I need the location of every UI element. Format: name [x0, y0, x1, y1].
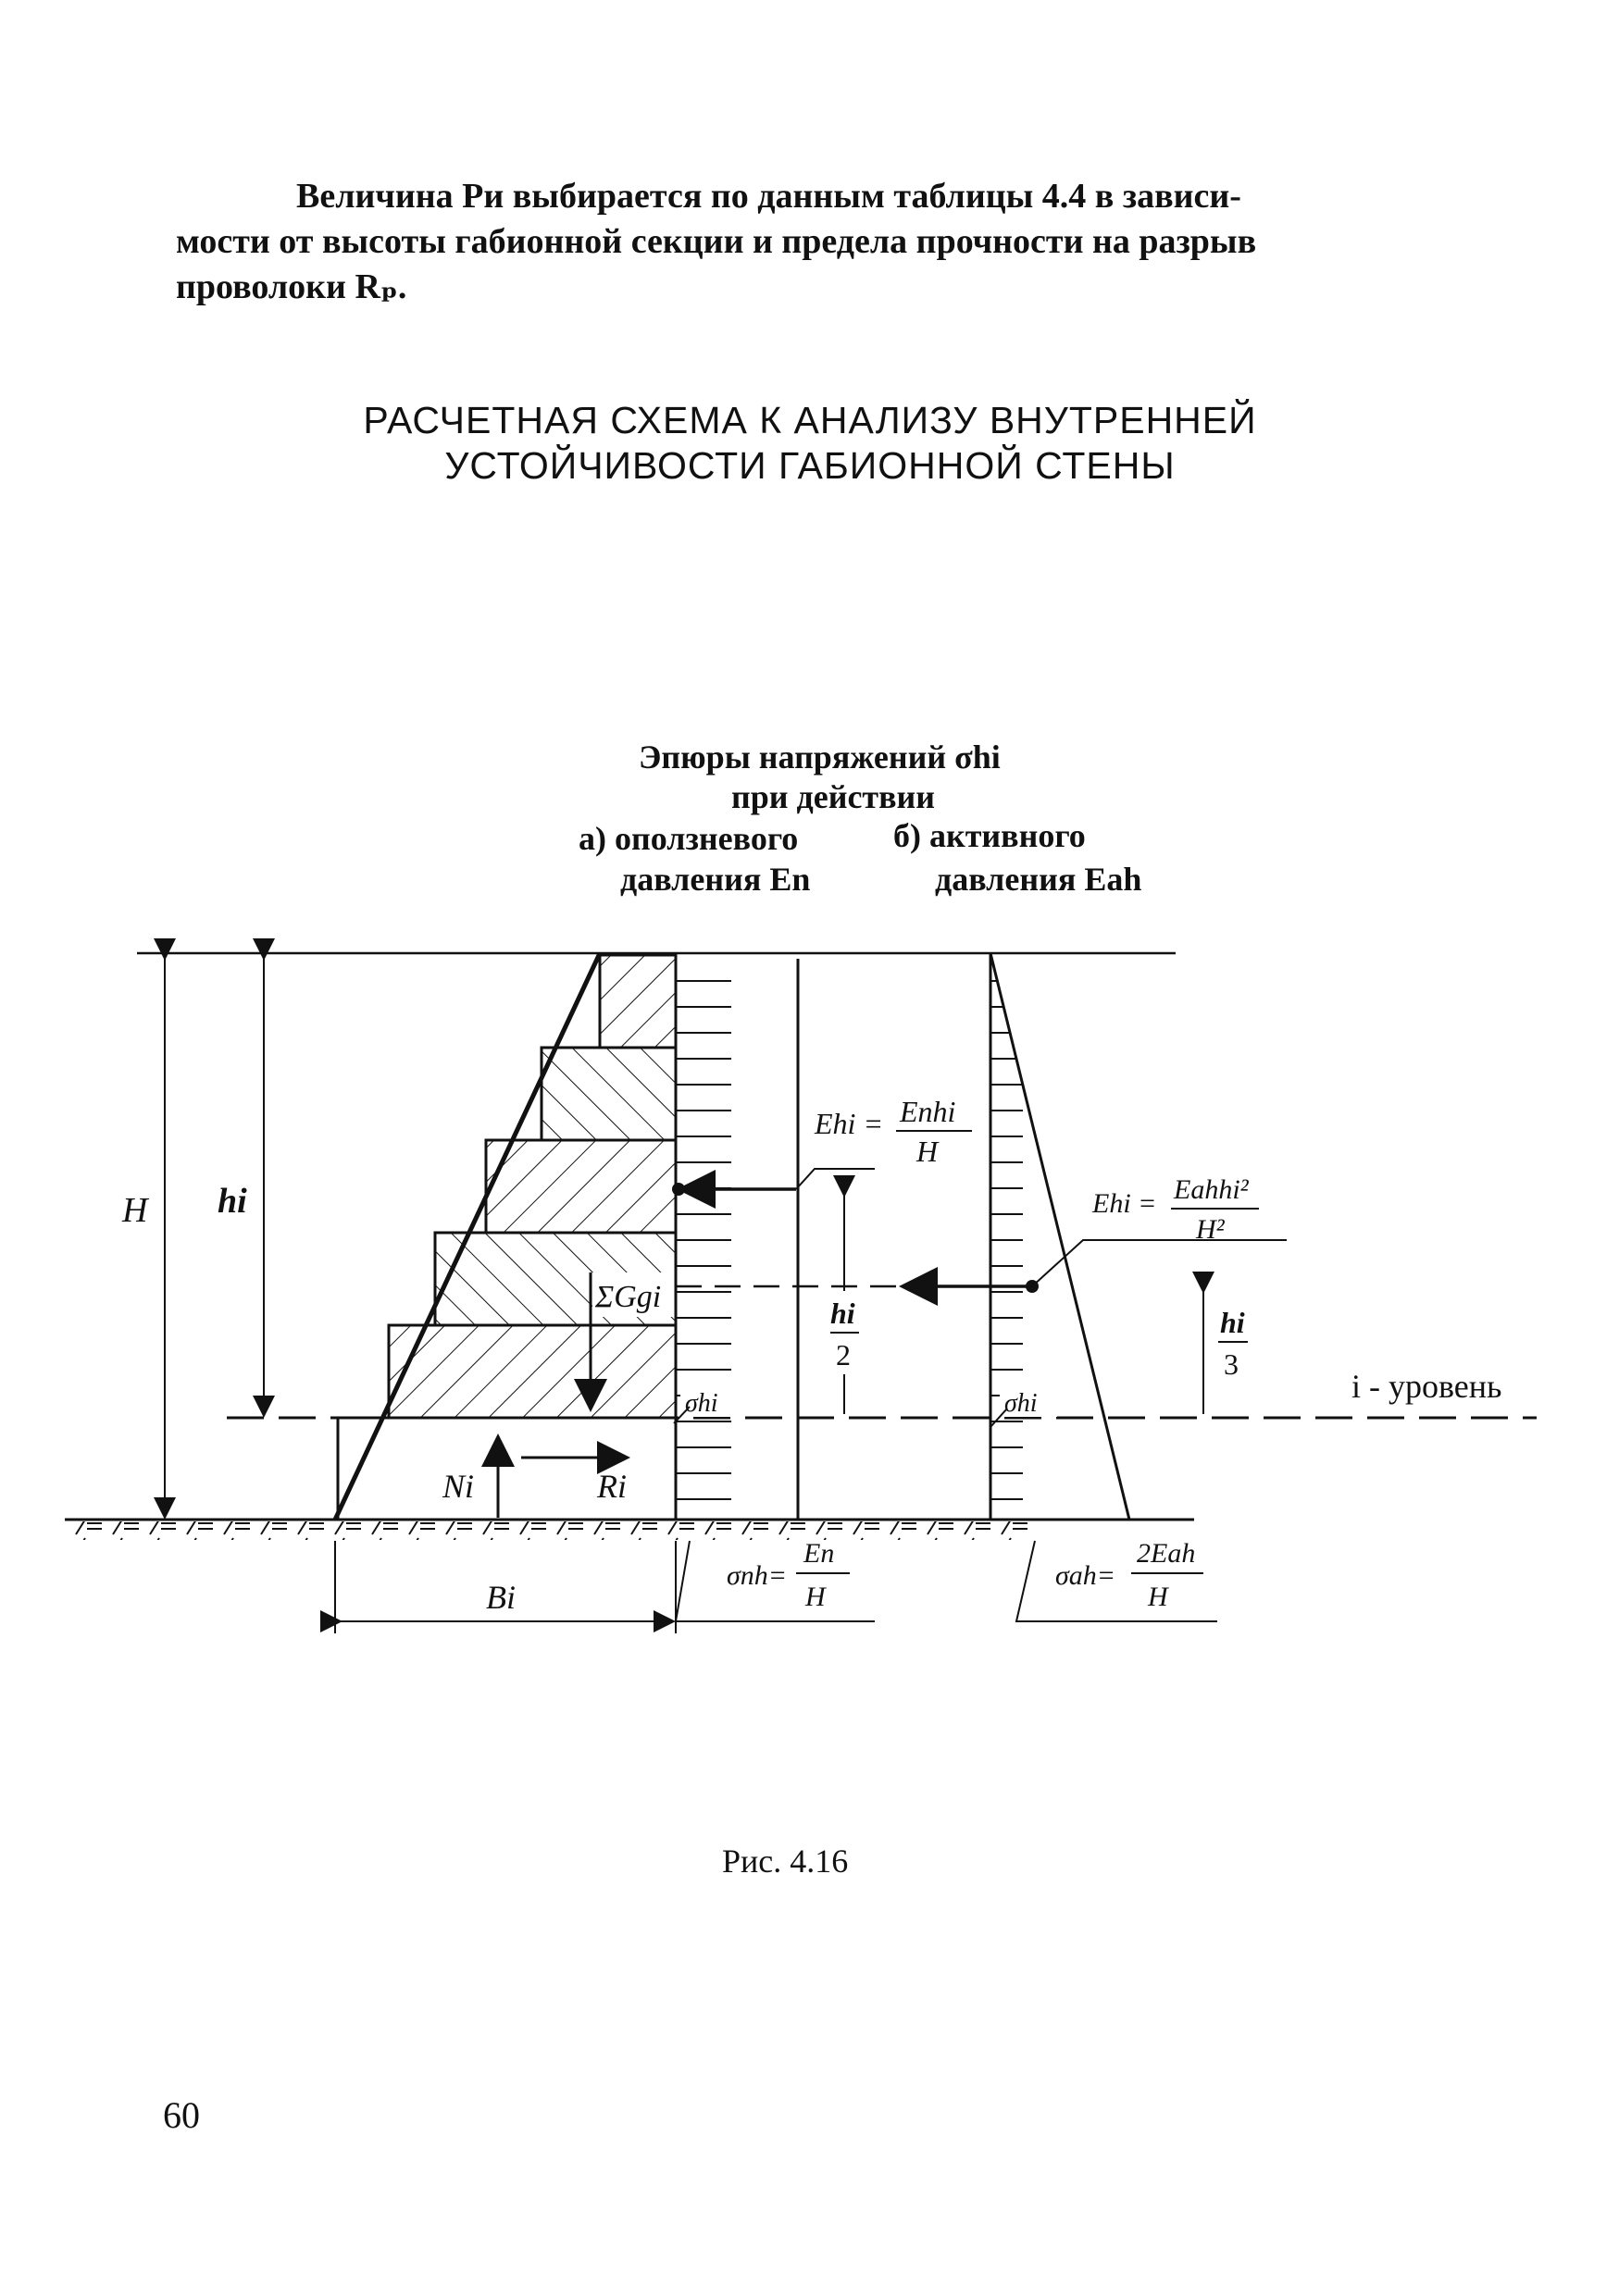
epure-title-line-2: при действии [731, 778, 936, 815]
formula-sigma-nh: σnh= [727, 1560, 788, 1591]
formula-ehi-a-num: Enhi [900, 1095, 956, 1128]
figure-caption: Рис. 4.16 [722, 1843, 849, 1880]
formula-ehi-a-den: H [916, 1135, 939, 1168]
paragraph-line-3: проволоки Rₚ. [176, 267, 407, 306]
label-Bi: Bi [486, 1579, 516, 1616]
formula-ehi-b-lhs: Ehi = [1092, 1188, 1157, 1219]
level-label: i - уровень [1351, 1368, 1502, 1405]
case-a-line-1: а) оползневого [579, 820, 799, 857]
label-Ni: Ni [442, 1468, 475, 1505]
heading-line-2: УСТОЙЧИВОСТИ ГАБИОННОЙ СТЕНЫ [444, 444, 1176, 487]
ground-hatch [65, 1521, 1027, 1540]
ehi-a-leader [796, 1169, 875, 1189]
label-hi-half-den: 2 [836, 1338, 851, 1371]
epure-a-hatch [676, 981, 731, 1499]
formula-sigma-ah-den: H [1148, 1582, 1168, 1612]
formula-sigma-nh-den: H [805, 1582, 826, 1612]
gabion-blocks [338, 955, 676, 1520]
paragraph-line-1: Величина Pи выбирается по данным таблицы 4.4 в зависи- [296, 177, 1241, 216]
gabion-block-1 [600, 955, 676, 1048]
case-a-line-2: давления En [620, 861, 811, 898]
page-number: 60 [163, 2094, 200, 2136]
label-sigma-hi-a: σhi [685, 1389, 718, 1418]
label-hi: hi [218, 1182, 247, 1221]
label-hi-third-num: hi [1220, 1306, 1245, 1339]
ehi-a-point [672, 1183, 685, 1196]
formula-ehi-b-num: Eahhi² [1174, 1174, 1249, 1205]
label-hi-half-num: hi [830, 1297, 855, 1330]
case-b-line-1: б) активного [893, 817, 1086, 854]
paragraph-line-2: мости от высоты габионной секции и предела прочности на разрыв [176, 222, 1257, 261]
formula-sigma-ah-num: 2Eah [1137, 1538, 1196, 1569]
epure-b [990, 953, 1129, 1520]
heading-line-1: РАСЧЕТНАЯ СХЕМА К АНАЛИЗУ ВНУТРЕННЕЙ [363, 399, 1257, 441]
gabion-block-2 [542, 1048, 676, 1140]
formula-ehi-a-lhs: Ehi = [815, 1107, 884, 1140]
formula-sigma-ah: σah= [1055, 1560, 1116, 1591]
gabion-block-5 [389, 1325, 676, 1418]
epure-title-line-1: Эпюры напряжений σhi [639, 738, 1001, 776]
label-H: H [122, 1191, 148, 1230]
formula-sigma-nh-num: En [803, 1538, 835, 1569]
label-Ri: Ri [597, 1468, 627, 1505]
gabion-block-3 [486, 1140, 676, 1233]
formula-ehi-b-den: H² [1196, 1214, 1225, 1245]
epure-a [676, 953, 798, 1520]
label-hi-third-den: 3 [1224, 1347, 1239, 1381]
label-sigma-hi-b: σhi [1004, 1389, 1038, 1418]
case-b-line-2: давления Eah [935, 861, 1142, 898]
label-sum-G: ΣGgi [595, 1280, 662, 1314]
